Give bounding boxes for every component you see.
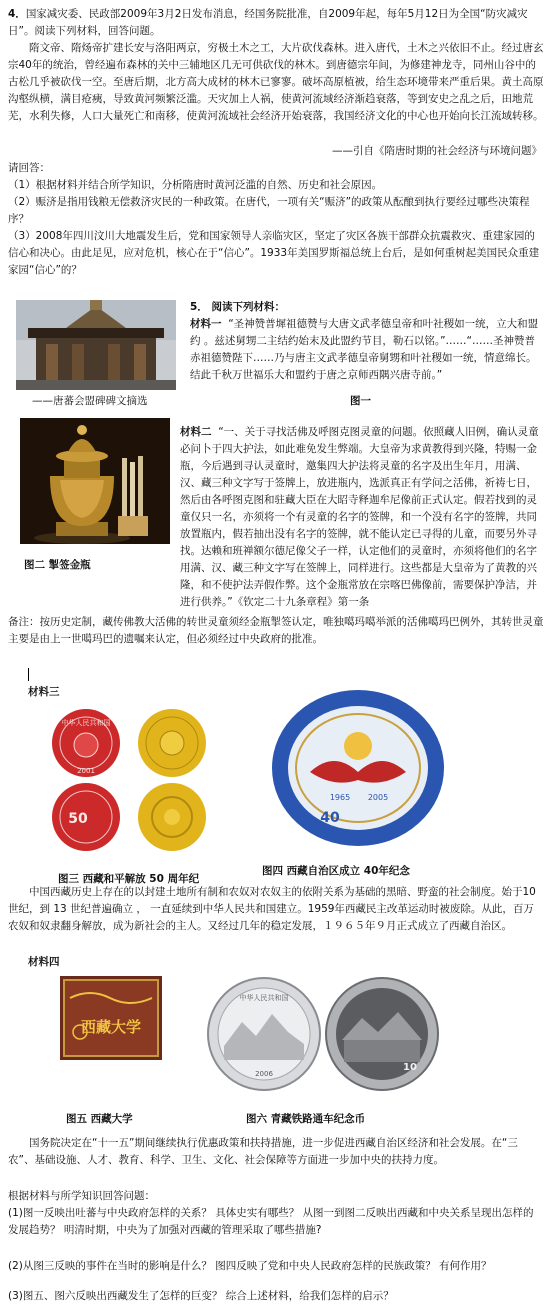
- plate-year-right: 2005: [367, 793, 389, 802]
- coin2-mark-text: 50: [68, 811, 88, 827]
- m3-label: 材料三: [28, 686, 60, 698]
- q4-question-2: （2）赈济是指用钱粮无偿救济灾民的一种政策。在唐代，一项有关“赈济”的政策从酝酿到执行要经过哪些决策程序？: [8, 196, 530, 225]
- fig1-temple-photo: [16, 300, 176, 390]
- q4-source: ——引自《隋唐时期的社会经济与环境问题》: [332, 145, 542, 157]
- q4-question-1: （1）根据材料并结合所学知识，分析隋唐时黄河泛滥的自然、历史和社会原因。: [8, 179, 383, 191]
- m1-label: 材料一: [190, 318, 222, 330]
- fig6-label: 图六 青藏铁路通车纪念币: [246, 1112, 366, 1125]
- q4-material: 隋文帝、隋炀帝扩建长安与洛阳两京，穷极土木之工，大片砍伐森林。进入唐代，土木之兴依旧不止。经过唐玄宗40年的统治，曾经遍布森林的关中三辅地区几无可供砍伐的林木。到唐德宗年间，为修建神龙寺，同州山谷中的古松几乎被砍伐一空。至唐后期，北方高大成材的林木已寥寥。破坏高原植被，给生态环境带来严重后果。黄土高原沟壑纵横，满目疮痍，导致黄河频繁泛滥。天灾加上人祸，使黄河流域经济渐趋衰落，等到安史之乱之后，田地荒芜，水利失修，人口大量死亡和南移，使黄河流域社会经济开始衰落，我国经济文化的中心也开始向长江流域转移。: [8, 42, 544, 122]
- coin3-year-text: 2006: [255, 1070, 273, 1078]
- q5-title: 5． 阅读下列材料：: [190, 301, 285, 313]
- text-cursor: [28, 668, 29, 681]
- m2-text: “一、关于寻找活佛及呼图克图灵童的问题。依照藏人旧例，确认灵童必问卜于四大护法，如此难免发生弊端。大皇帝为求黄教得到兴隆，特赐一金瓶，今后遇到寻认灵童时，邀集四大护法将灵童的名字及出生年月，用满、汉、藏三种文字写于签牌上，放进瓶内，选派真正有学问之活佛，祈祷七日，然后由各呼图克图和驻藏大臣在大昭寺释迦牟尼像前正式认定。假若找到的灵童仅只一名，亦须将一个有灵童的名字的签牌，和一个没有名字的签牌，共同放置瓶内，假若抽出没有名字的签牌，就不能认定已寻得的儿童，而要另外寻找。达赖和班禅额尔德尼像父子一样，认定他们的灵童时，亦须将他们的名字用满、汉、藏三种文字写在签牌上，同样进行。这些都是大皇帝为了黄教的兴隆，和不使护法弄假作弊。这个金瓶常放在宗喀巴佛像前，需要保护净洁，并进行供养。”《钦定二十九条章程》第一条: [180, 426, 539, 608]
- q5-material-2-lead: [180, 424, 544, 611]
- q4-ask: 请回答：: [8, 162, 50, 174]
- m4-label: 材料四: [28, 956, 60, 968]
- q4-intro: [8, 6, 544, 40]
- q4-intro-text: 国家减灾委、民政部2009年3月2日发布消息，经国务院批准，自2009年起，每年5月12日为全国“防灾减灾日”。阅读下列材料，回答问题。: [8, 8, 528, 37]
- m1-text: “圣神赞普墀祖德赞与大唐文武孝德皇帝和叶社稷如一统，立大和盟约 。兹述舅甥二主结约始末及此盟约节目，勒石以铭。”……“……圣神赞普赤祖德赞陛下……乃与唐主文武孝德皇帝舅甥和叶社稷如一统，情意绵长。结此千秋万世福乐大和盟约于唐之京师西隅兴唐寺前。”: [190, 318, 539, 381]
- coin1-top-text: 中华人民共和国: [61, 719, 111, 727]
- univ-name-text: 西藏大学: [80, 1018, 142, 1036]
- m4-text: 国务院决定在“十一五”期间继续执行优惠政策和扶持措施，进一步促进西藏自治区经济和社会发展。在“三农”、基础设施、人才、教育、科学、卫生、文化、社会保障等方面进一步加中央的扶持力度。: [8, 1137, 518, 1166]
- fig4-plate-image: [270, 688, 446, 848]
- fig5-label: 图五 西藏大学: [66, 1112, 133, 1125]
- fig2-golden-urn-photo: [20, 418, 170, 544]
- q4-question-3: （3）2008年四川汶川大地震发生后，党和国家领导人亲临灾区，坚定了灾区各族干部群众抗震救灾、重建家园的信心和决心。由此足见，应对危机，核心在于“信心”。1933年美国罗斯福总统上台后，是如何重树起美国民众重建家园“信心”的？: [8, 230, 540, 276]
- coin3-top-text: 中华人民共和国: [239, 994, 289, 1002]
- q4-number: 4．: [8, 8, 26, 20]
- q5-material-1: [190, 316, 544, 384]
- q5-question-1: (1)图一反映出吐蕃与中央政府怎样的关系？ 具体史实有哪些？ 从图一到图二反映出西藏和中央关系呈现出怎样的发展趋势？ 明清时期，中央为了加强对西藏的管理采取了哪些措施?: [8, 1207, 534, 1236]
- q5-note: 备注：按历史定制，藏传佛教大活佛的转世灵童须经金瓶掣签认定，唯独噶玛噶举派的活佛噶玛巴例外，其转世灵童主要是由上一世噶玛巴的遗嘱来认定，但必须经过中央政府的批准。: [8, 616, 544, 645]
- plate-year-left: 1965: [329, 793, 351, 802]
- q5-ask: 根据材料与所学知识回答问题：: [8, 1190, 155, 1202]
- coin4-value-text: 10: [403, 1062, 417, 1073]
- fig3-label: 图三 西藏和平解放 50 周年纪: [58, 872, 200, 885]
- q5-question-2: (2)从图三反映的事件在当时的影响是什么？ 图四反映了党和中央人民政府怎样的民族政策？ 有何作用？: [8, 1260, 492, 1272]
- m3-text: 中国西藏历史上存在的以封建土地所有制和农奴对农奴主的依附关系为基础的黑暗、野蛮的社会制度。始于10世纪，到 13 世纪普遍确立 ， 一直延续到中华人民共和国建立。1959年西藏民主改革运动时被废除。从此，百万农奴和奴隶翻身解放，成为新社会的主人。又经过几年的稳定发展，１９６５年９月正式成立了西藏自治区。: [8, 886, 536, 932]
- m2-label: 材料二: [180, 426, 212, 438]
- plate-number: 40: [320, 810, 340, 826]
- fig3-coins-image: [46, 705, 214, 855]
- fig1-source: ——唐蕃会盟碑碑文摘选: [32, 395, 148, 407]
- q5-question-3: (3)图五、图六反映出西藏发生了怎样的巨变？ 综合上述材料，给我们怎样的启示？: [8, 1290, 394, 1302]
- fig6-coins-image: [202, 974, 446, 1094]
- coin1-year-text: 2001: [77, 767, 95, 775]
- fig5-university-photo: [60, 976, 162, 1060]
- fig2-label: 图二 掣签金瓶: [24, 558, 91, 571]
- fig4-label: 图四 西藏自治区成立 40年纪念: [262, 864, 410, 877]
- fig1-label: 图一: [350, 395, 371, 407]
